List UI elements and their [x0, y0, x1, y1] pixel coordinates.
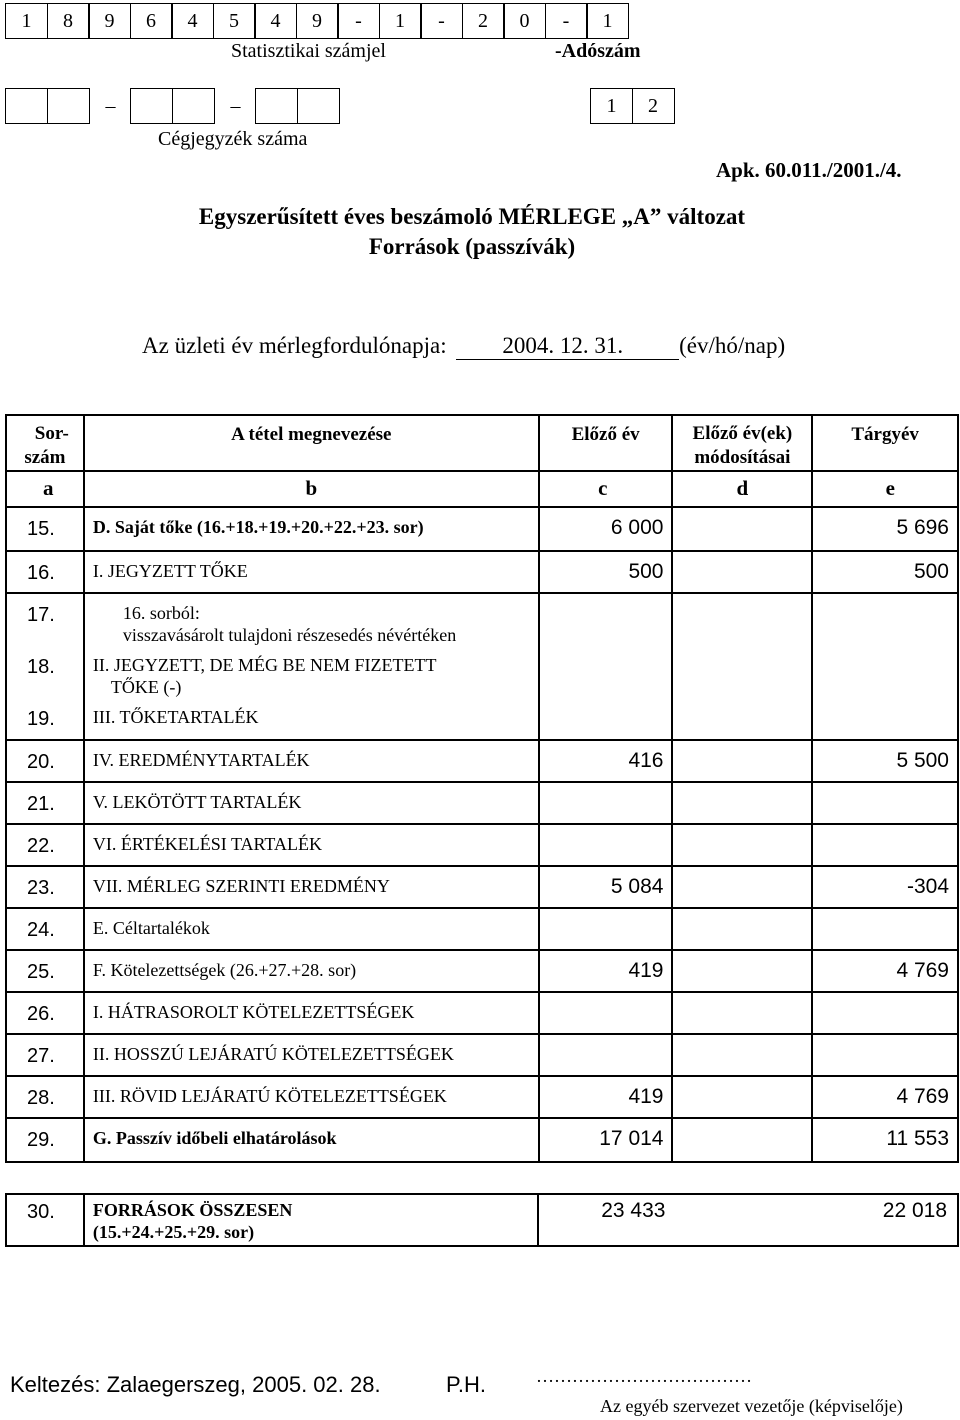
header-modositas-line: módosításai — [694, 447, 791, 468]
row-label-text: VI. ÉRTÉKELÉSI TARTALÉK — [92, 834, 322, 854]
row-value-modositas — [672, 824, 812, 866]
row-value-elozo — [539, 824, 673, 866]
row-label — [84, 1118, 539, 1162]
table-row — [6, 593, 958, 646]
row-value-elozo — [539, 646, 673, 698]
row-value-modositas — [672, 866, 812, 908]
letter-d: d — [672, 471, 812, 507]
keltezes: Keltezés: Zalaegerszeg, 2005. 02. 28. — [10, 1372, 381, 1397]
total-label-line2: (15.+24.+25.+29. sor) — [92, 1222, 255, 1242]
cegjegyzek-cell — [255, 88, 298, 124]
signer-label: Az egyéb szervezet vezetője (képviselője) — [600, 1396, 903, 1416]
stat-szamjel-cell: 4 — [254, 3, 297, 39]
form-code: Apk. 60.011./2001./4. — [716, 158, 902, 182]
row-value-elozo: 500 — [539, 551, 673, 593]
row-label-text: 16. sorból: — [122, 603, 200, 623]
cegjegyzek-cell — [172, 88, 215, 124]
cegjegyzek-cell — [466, 88, 508, 124]
stat-szamjel-cell: 6 — [130, 3, 173, 39]
total-values — [538, 1194, 958, 1246]
title-sub: Források (passzívák) — [368, 234, 576, 259]
cegjegyzek-cell: – — [230, 94, 241, 117]
cegjegyzek-cell — [340, 88, 382, 124]
row-value-targyev — [812, 782, 958, 824]
table-row — [6, 824, 958, 866]
total-row — [6, 1194, 958, 1246]
row-value-targyev: 5 696 — [812, 507, 958, 551]
stat-szamjel-cell: - — [337, 3, 380, 39]
row-value-modositas — [672, 992, 812, 1034]
row-value-modositas — [672, 1034, 812, 1076]
total-sor: 30. — [6, 1194, 84, 1246]
row-label — [84, 908, 539, 950]
row-label — [84, 593, 539, 646]
row-label-text: F. Kötelezettségek (26.+27.+28. sor) — [92, 960, 357, 980]
cegjegyzek-cell — [550, 88, 592, 124]
row-value-targyev — [812, 1034, 958, 1076]
row-value-modositas — [672, 698, 812, 740]
ph-label: P.H. — [446, 1372, 486, 1397]
row-value-elozo — [539, 782, 673, 824]
row-label — [84, 992, 539, 1034]
row-label — [84, 1034, 539, 1076]
balance-table — [5, 414, 959, 1163]
signature-dots: ……………………………… — [536, 1366, 752, 1386]
row-value-targyev: 500 — [812, 551, 958, 593]
table-row — [6, 698, 958, 740]
row-value-targyev: 11 553 — [812, 1118, 958, 1162]
row-label — [84, 950, 539, 992]
row-value-elozo: 419 — [539, 950, 673, 992]
row-sorszam: 26. — [6, 992, 84, 1034]
stat-szamjel-cell: - — [545, 3, 588, 39]
row-value-elozo: 5 084 — [539, 866, 673, 908]
cegjegyzek-cell — [47, 88, 90, 124]
table-row — [6, 507, 958, 551]
row-label — [84, 866, 539, 908]
stat-szamjel-cell: 1 — [379, 3, 422, 39]
cegjegyzek-cell: 1 — [590, 88, 633, 124]
cegjegyzek-cells — [5, 88, 675, 124]
row-value-modositas — [672, 507, 812, 551]
row-value-elozo: 6 000 — [539, 507, 673, 551]
row-value-elozo — [539, 698, 673, 740]
letter-b: b — [84, 471, 539, 507]
letter-a: a — [6, 471, 84, 507]
row-sorszam: 28. — [6, 1076, 84, 1118]
row-value-elozo: 17 014 — [539, 1118, 673, 1162]
table-row — [6, 740, 958, 782]
row-label-text: V. LEKÖTÖTT TARTALÉK — [92, 792, 302, 812]
cegjegyzek-cell: 2 — [632, 88, 675, 124]
row-value-modositas — [672, 551, 812, 593]
stat-szamjel-cell: 9 — [296, 3, 339, 39]
row-value-elozo: 419 — [539, 1076, 673, 1118]
row-sorszam: 27. — [6, 1034, 84, 1076]
row-label-text: I. JEGYZETT TŐKE — [92, 561, 248, 581]
row-label — [84, 740, 539, 782]
row-sorszam: 23. — [6, 866, 84, 908]
row-value-targyev: -304 — [812, 866, 958, 908]
row-value-elozo — [539, 908, 673, 950]
row-value-targyev — [812, 908, 958, 950]
stat-szamjel-cell: 1 — [5, 3, 48, 39]
table-row — [6, 992, 958, 1034]
table-row — [6, 1076, 958, 1118]
table-row — [6, 908, 958, 950]
row-value-modositas — [672, 1118, 812, 1162]
row-sorszam: 25. — [6, 950, 84, 992]
cegjegyzek-cell — [508, 88, 550, 124]
total-d — [673, 1195, 813, 1243]
row-value-elozo: 416 — [539, 740, 673, 782]
table-row — [6, 866, 958, 908]
row-label-text-2: TŐKE (-) — [110, 677, 182, 697]
stat-szamjel-cell: 1 — [586, 3, 629, 39]
row-value-targyev — [812, 992, 958, 1034]
table-row — [6, 1034, 958, 1076]
row-value-modositas — [672, 908, 812, 950]
header-modositas — [672, 415, 812, 471]
row-label-text: VII. MÉRLEG SZERINTI EREDMÉNY — [92, 876, 390, 896]
row-sorszam: 16. — [6, 551, 84, 593]
total-c: 23 433 — [601, 1199, 666, 1222]
cegjegyzek-label: Cégjegyzék száma — [158, 128, 308, 150]
cegjegyzek-cell — [5, 88, 48, 124]
row-label-text: III. RÖVID LEJÁRATÚ KÖTELEZETTSÉGEK — [92, 1086, 447, 1106]
stat-szamjel-cell: 4 — [171, 3, 214, 39]
row-value-targyev — [812, 698, 958, 740]
cegjegyzek-cell — [382, 88, 424, 124]
stat-szamjel-cells — [5, 3, 629, 39]
header-sorszam — [6, 415, 84, 471]
header-modositas-line: Előző év(ek) — [692, 423, 793, 444]
stat-szamjel-label: Statisztikai számjel — [231, 40, 386, 62]
row-value-elozo — [539, 1034, 673, 1076]
total-label-line1: FORRÁSOK ÖSSZESEN — [92, 1200, 293, 1220]
row-value-elozo — [539, 992, 673, 1034]
row-value-modositas — [672, 646, 812, 698]
letter-e: e — [812, 471, 958, 507]
row-value-modositas — [672, 1076, 812, 1118]
row-label-text: G. Passzív időbeli elhatárolások — [92, 1128, 337, 1148]
stat-szamjel-cell: 5 — [213, 3, 256, 39]
row-sorszam: 29. — [6, 1118, 84, 1162]
letter-c: c — [539, 471, 673, 507]
stat-szamjel-cell: 9 — [88, 3, 131, 39]
row-sorszam: 19. — [6, 698, 84, 740]
row-value-elozo — [539, 593, 673, 646]
title-main: Egyszerűsített éves beszámoló MÉRLEGE „A” változat — [198, 204, 746, 229]
row-sorszam: 24. — [6, 908, 84, 950]
row-value-targyev — [812, 824, 958, 866]
row-label — [84, 646, 539, 698]
row-label — [84, 824, 539, 866]
row-label-text: II. HOSSZÚ LEJÁRATÚ KÖTELEZETTSÉGEK — [92, 1044, 454, 1064]
stat-szamjel-cell: 8 — [47, 3, 90, 39]
row-sorszam: 17. — [6, 593, 84, 646]
table-header-row — [6, 415, 958, 471]
row-label-text: I. HÁTRASOROLT KÖTELEZETTSÉGEK — [92, 1002, 415, 1022]
cegjegyzek-cell — [424, 88, 466, 124]
stat-szamjel-cell: 2 — [462, 3, 505, 39]
row-value-targyev: 5 500 — [812, 740, 958, 782]
table-row — [6, 551, 958, 593]
table-row — [6, 646, 958, 698]
date-line — [142, 333, 785, 360]
row-label — [84, 507, 539, 551]
row-value-targyev: 4 769 — [812, 1076, 958, 1118]
date-value: 2004. 12. 31. — [456, 333, 679, 360]
row-value-targyev: 4 769 — [812, 950, 958, 992]
table-row — [6, 1118, 958, 1162]
cegjegyzek-cell — [297, 88, 340, 124]
row-label-text: III. TŐKETARTALÉK — [92, 707, 259, 727]
row-sorszam: 15. — [6, 507, 84, 551]
row-label — [84, 1076, 539, 1118]
row-sorszam: 22. — [6, 824, 84, 866]
cegjegyzek-cell: – — [105, 94, 116, 117]
row-label — [84, 782, 539, 824]
row-value-targyev — [812, 646, 958, 698]
table-row — [6, 950, 958, 992]
stat-szamjel-cell: 0 — [503, 3, 546, 39]
row-label-text: D. Saját tőke (16.+18.+19.+20.+22.+23. sor) — [92, 517, 424, 537]
total-e: 22 018 — [882, 1199, 947, 1222]
table-row — [6, 782, 958, 824]
header-megnevezes: A tétel megnevezése — [84, 415, 539, 471]
cegjegyzek-cell — [130, 88, 173, 124]
row-label-text-2: visszavásárolt tulajdoni részesedés névértéken — [122, 625, 457, 645]
adoszam-label: -Adószám — [555, 40, 641, 62]
row-sorszam: 18. — [6, 646, 84, 698]
row-value-modositas — [672, 593, 812, 646]
total-table — [5, 1193, 959, 1247]
header-sorszam-line: Sor- — [34, 423, 69, 444]
header-elozo: Előző év — [539, 415, 673, 471]
row-value-modositas — [672, 950, 812, 992]
row-value-modositas — [672, 740, 812, 782]
row-label-text: E. Céltartalékok — [92, 918, 210, 938]
row-label — [84, 551, 539, 593]
table-letter-row — [6, 471, 958, 507]
header-targyev: Tárgyév — [812, 415, 958, 471]
row-sorszam: 21. — [6, 782, 84, 824]
row-sorszam: 20. — [6, 740, 84, 782]
date-suffix: (év/hó/nap) — [679, 333, 786, 358]
row-value-modositas — [672, 782, 812, 824]
row-label-text: II. JEGYZETT, DE MÉG BE NEM FIZETETT — [92, 655, 437, 675]
date-prefix: Az üzleti év mérlegfordulónapja: — [142, 333, 447, 358]
row-label-text: IV. EREDMÉNYTARTALÉK — [92, 750, 310, 770]
header-sorszam-line: szám — [24, 447, 66, 468]
row-label — [84, 698, 539, 740]
stat-szamjel-cell: - — [420, 3, 463, 39]
row-value-targyev — [812, 593, 958, 646]
total-label — [84, 1194, 539, 1246]
